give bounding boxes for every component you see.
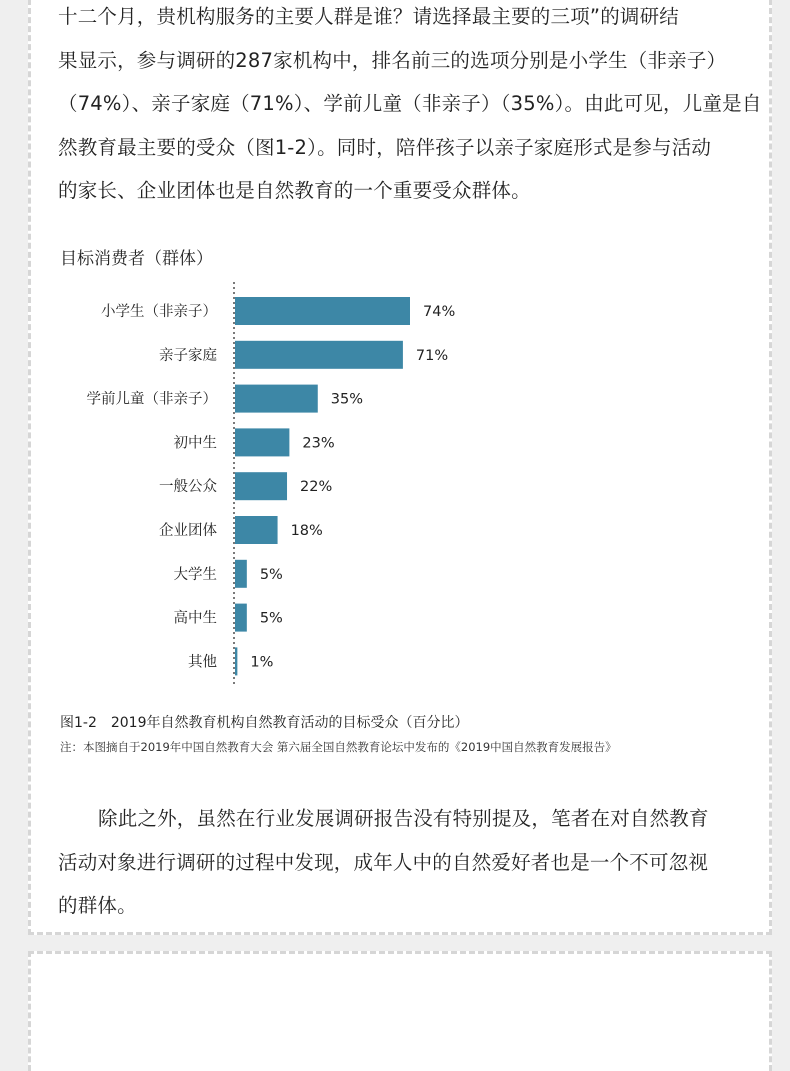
category-label: 企业团体	[159, 523, 217, 539]
bar	[235, 604, 247, 632]
category-label: 小学生（非亲子）	[101, 304, 217, 320]
paragraph-2	[58, 797, 748, 928]
value-label: 18%	[290, 523, 323, 539]
bar	[235, 560, 247, 588]
paragraph-1-line: 果显示，参与调研的287家机构中，排名前三的选项分别是小学生（非亲子）	[58, 48, 727, 72]
bar	[235, 647, 237, 675]
category-label: 大学生	[173, 566, 217, 583]
figure-note: 注：本图摘自于2019年中国自然教育大会 第六届全国自然教育论坛中发布的《2019中国自然教育发展报告》	[60, 740, 617, 754]
paragraph-2-line: 活动对象进行调研的过程中发现，成年人中的自然爱好者也是一个不可忽视	[58, 850, 709, 874]
next-page-panel	[28, 951, 772, 1071]
value-label: 35%	[330, 391, 364, 408]
value-label: 1%	[250, 654, 274, 671]
value-label: 5%	[259, 610, 283, 627]
value-label: 22%	[300, 479, 333, 496]
bar	[235, 297, 410, 325]
category-label: 学前儿童（非亲子）	[86, 391, 217, 408]
category-label: 初中生	[173, 435, 217, 452]
bar	[235, 472, 287, 500]
paragraph-2-line: 除此之外，虽然在行业发展调研报告没有特别提及，笔者在对自然教育	[98, 807, 709, 830]
category-label: 高中生	[173, 610, 217, 627]
paragraph-1-line: 然教育最主要的受众（图1-2）。同时，陪伴孩子以亲子家庭形式是参与活动	[58, 135, 712, 159]
paragraph-2-line: 的群体。	[58, 894, 137, 917]
bar	[235, 341, 403, 369]
value-label: 71%	[415, 347, 449, 364]
value-label: 23%	[302, 435, 335, 452]
figure-caption: 图1-2 2019年自然教育机构自然教育活动的目标受众（百分比）	[60, 715, 469, 731]
chart-title: 目标消费者（群体）	[60, 249, 213, 269]
category-label: 其他	[188, 654, 217, 671]
bar	[235, 385, 318, 413]
paragraph-1-line: （74%）、亲子家庭（71%）、学前儿童（非亲子）（35%）。由此可见，儿童是自	[58, 92, 762, 115]
bar	[235, 428, 289, 456]
paragraph-1-line: 的家长、企业团体也是自然教育的一个重要受众群体。	[58, 179, 531, 202]
category-label: 一般公众	[159, 479, 217, 496]
value-label: 5%	[259, 566, 283, 583]
paragraph-1-line: 十二个月，贵机构服务的主要人群是谁？请选择最主要的三项”的调研结	[58, 5, 680, 28]
value-label: 74%	[423, 304, 456, 320]
category-label: 亲子家庭	[159, 347, 217, 364]
bar	[235, 516, 278, 544]
